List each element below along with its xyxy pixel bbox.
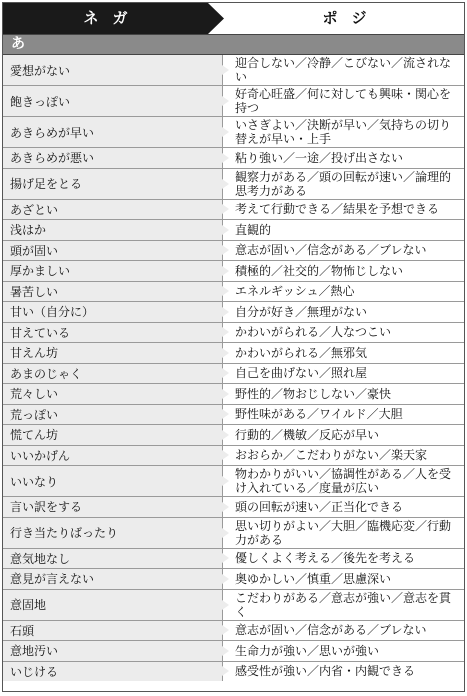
positive-reframe: 思い切りがよい／大胆／臨機応変／行動力がある (222, 518, 464, 548)
negative-term: いいかげん (3, 446, 222, 466)
table-row (3, 169, 464, 200)
negative-term: 意気地なし (3, 549, 222, 569)
negative-term: 厚かましい (3, 261, 222, 281)
negative-term: 暑苦しい (3, 282, 222, 302)
table-body (3, 55, 464, 681)
positive-reframe: 野性味がある／ワイルド／大胆 (222, 405, 464, 425)
negative-term: あきらめが悪い (3, 148, 222, 168)
positive-reframe: 好奇心旺盛／何に対しても興味・関心を持つ (222, 86, 464, 116)
negative-term: 甘えん坊 (3, 343, 222, 363)
positive-reframe: かわいがられる／無邪気 (222, 343, 464, 363)
table-row (3, 569, 464, 590)
table-row (3, 148, 464, 169)
positive-reframe: 生命力が強い／思いが強い (222, 641, 464, 661)
negative-term: いいなり (3, 466, 222, 496)
positive-reframe: かわいがられる／人なつこい (222, 323, 464, 343)
negative-term: 意固地 (3, 590, 222, 620)
comparison-table (2, 2, 465, 692)
negative-header-label: ネガ (83, 9, 142, 27)
positive-reframe: おおらか／こだわりがない／楽天家 (222, 446, 464, 466)
negative-term: 甘い（自分に） (3, 302, 222, 322)
table-row (3, 446, 464, 467)
table-row (3, 364, 464, 385)
positive-reframe: 積極的／社交的／物怖じしない (222, 261, 464, 281)
table-row (3, 86, 464, 117)
table-row (3, 425, 464, 446)
table-row (3, 497, 464, 518)
positive-reframe: エネルギッシュ／熱心 (222, 282, 464, 302)
negative-term: 行き当たりばったり (3, 518, 222, 548)
negative-term: 荒々しい (3, 384, 222, 404)
positive-reframe: 物わかりがいい／協調性がある／人を受け入れている／度量が広い (222, 466, 464, 496)
table-row (3, 549, 464, 570)
table-header (3, 3, 464, 34)
positive-reframe: 意志が固い／信念がある／ブレない (222, 241, 464, 261)
positive-reframe: 頭の回転が速い／正当化できる (222, 497, 464, 517)
table-row (3, 323, 464, 344)
negative-term: 荒っぽい (3, 405, 222, 425)
positive-reframe: 自分が好き／無理がない (222, 302, 464, 322)
positive-reframe: 意志が固い／信念がある／ブレない (222, 621, 464, 641)
table-row (3, 466, 464, 497)
table-row (3, 55, 464, 86)
negative-term: 頭が固い (3, 241, 222, 261)
negative-term: あまのじゃく (3, 364, 222, 384)
negative-term: あざとい (3, 200, 222, 220)
positive-reframe: 観察力がある／頭の回転が速い／論理的思考力がある (222, 169, 464, 199)
negative-term: 石頭 (3, 621, 222, 641)
table-row (3, 384, 464, 405)
table-row (3, 405, 464, 426)
table-row (3, 200, 464, 221)
negative-term: 意見が言えない (3, 569, 222, 589)
table-row (3, 641, 464, 662)
negative-term: 浅はか (3, 220, 222, 240)
positive-header-label: ポジ (322, 9, 381, 27)
negative-term: いじける (3, 662, 222, 682)
positive-reframe: 優しくよく考える／後先を考える (222, 549, 464, 569)
negative-term: 慌てん坊 (3, 425, 222, 445)
negative-term: 甘えている (3, 323, 222, 343)
positive-reframe: 粘り強い／一途／投げ出さない (222, 148, 464, 168)
table-row (3, 621, 464, 642)
table-row (3, 261, 464, 282)
positive-reframe: 奥ゆかしい／慎重／思慮深い (222, 569, 464, 589)
table-row (3, 343, 464, 364)
table-row (3, 117, 464, 148)
negative-term: 揚げ足をとる (3, 169, 222, 199)
negative-term: 飽きっぽい (3, 86, 222, 116)
positive-reframe: 迎合しない／冷静／こびない／流されない (222, 55, 464, 85)
positive-reframe: 野性的／物おじしない／豪快 (222, 384, 464, 404)
positive-reframe: 自己を曲げない／照れ屋 (222, 364, 464, 384)
table-row (3, 241, 464, 262)
table-row (3, 590, 464, 621)
table-row (3, 282, 464, 303)
table-row (3, 220, 464, 241)
positive-reframe: こだわりがある／意志が強い／意志を貫く (222, 590, 464, 620)
positive-reframe: いさぎよい／決断が早い／気持ちの切り替えが早い・上手 (222, 117, 464, 147)
table-row (3, 302, 464, 323)
negative-header (3, 3, 225, 34)
table-row (3, 662, 464, 682)
negative-term: 愛想がない (3, 55, 222, 85)
section-heading: あ (3, 34, 464, 55)
negative-term: 意地汚い (3, 641, 222, 661)
positive-reframe: 感受性が強い／内省・内観できる (222, 662, 464, 682)
table-row (3, 518, 464, 549)
positive-reframe: 考えて行動できる／結果を予想できる (222, 200, 464, 220)
negative-term: あきらめが早い (3, 117, 222, 147)
positive-reframe: 行動的／機敏／反応が早い (222, 425, 464, 445)
negative-term: 言い訳をする (3, 497, 222, 517)
positive-reframe: 直観的 (222, 220, 464, 240)
